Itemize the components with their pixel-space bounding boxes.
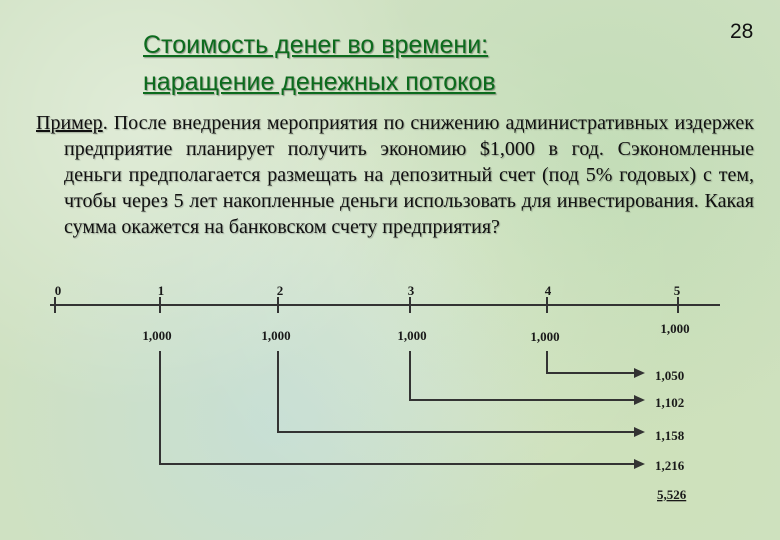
page-number: 28 <box>730 20 754 43</box>
tick-label: 4 <box>544 283 552 298</box>
future-value-label: 1,102 <box>655 395 685 410</box>
tick-label: 3 <box>407 283 415 298</box>
tick-label: 1 <box>157 283 165 298</box>
future-value-label: 1,050 <box>655 368 685 383</box>
compounding-arrow <box>160 351 645 469</box>
tick-label: 5 <box>673 283 681 298</box>
timeline-marks <box>55 283 690 502</box>
future-value-label: 1,216 <box>655 458 685 473</box>
title-line-2: наращение денежных потоков <box>143 68 496 96</box>
payment-label: 1,000 <box>142 328 172 343</box>
future-value-label: 1,158 <box>655 428 685 443</box>
total-label: 5,526 <box>657 487 687 502</box>
tick-label: 2 <box>276 283 284 298</box>
example-text: . После внедрения мероприятия по снижению административных издержек предприятие планирует получить экономию $1,000 в год. Сэкономленные деньги предполагается размещать на депозитный счет (под 5% годовых) с тем, чтобы через 5 лет накопленные деньги использовать для инвестирования. Какая сумма окажется на банковском счету предприятия? <box>64 112 754 238</box>
payment-label: 1,000 <box>261 328 291 343</box>
payment-label: 1,000 <box>530 329 560 344</box>
compounding-arrow <box>410 351 645 405</box>
compounding-arrow <box>547 351 645 378</box>
payment-label: 1,000 <box>397 328 427 343</box>
example-label: Пример <box>36 112 103 134</box>
timeline-arrows <box>160 351 645 469</box>
payment-label: 1,000 <box>660 321 690 336</box>
title-line-1: Стоимость денег во времени: <box>143 31 489 59</box>
compounding-arrow <box>278 351 645 437</box>
tick-label: 0 <box>54 283 62 298</box>
